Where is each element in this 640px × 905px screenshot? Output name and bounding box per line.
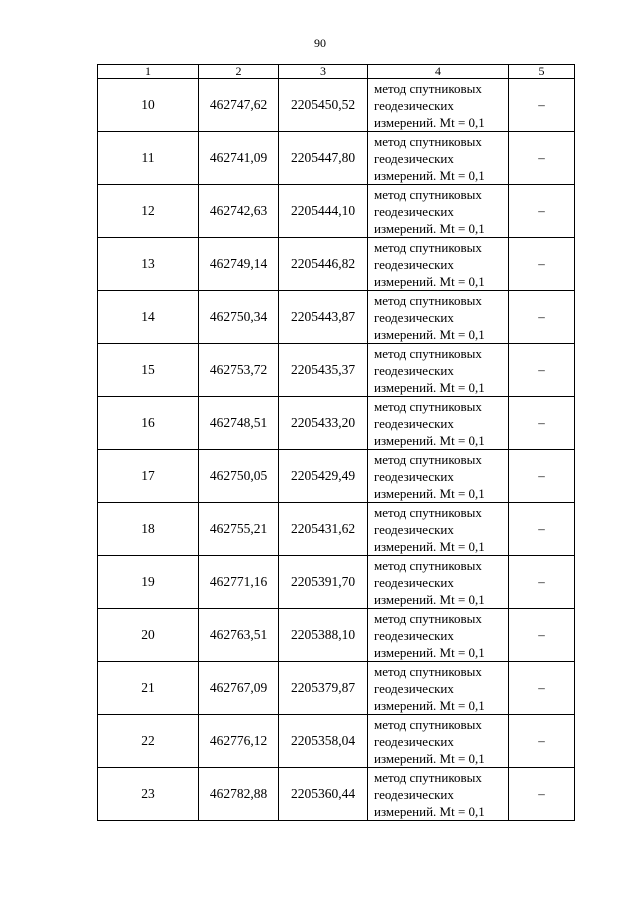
note-cell: –: [509, 238, 575, 291]
method-cell: [368, 132, 509, 185]
method-line: метод спутниковых: [374, 398, 482, 414]
table-row: [98, 238, 575, 291]
page-number: 90: [314, 36, 326, 50]
method-cell: [368, 79, 509, 132]
point-number-cell: 13: [98, 238, 199, 291]
note-cell: –: [509, 662, 575, 715]
method-cell: [368, 768, 509, 821]
point-number-cell: 21: [98, 662, 199, 715]
note-cell: –: [509, 397, 575, 450]
method-line: метод спутниковых: [374, 345, 482, 361]
method-line: измерений. Mt = 0,1: [374, 485, 485, 501]
x-coordinate-cell: 462748,51: [199, 397, 279, 450]
column-header-1: 1: [98, 65, 199, 79]
method-line: геодезических: [374, 256, 454, 272]
method-line: геодезических: [374, 362, 454, 378]
method-line: метод спутниковых: [374, 239, 482, 255]
method-cell: [368, 238, 509, 291]
x-coordinate-cell: 462771,16: [199, 556, 279, 609]
point-number-cell: 19: [98, 556, 199, 609]
method-line: измерений. Mt = 0,1: [374, 644, 485, 660]
method-cell: [368, 609, 509, 662]
point-number-cell: 16: [98, 397, 199, 450]
method-cell: [368, 450, 509, 503]
y-coordinate-cell: 2205379,87: [279, 662, 368, 715]
point-number-cell: 11: [98, 132, 199, 185]
method-cell: [368, 291, 509, 344]
method-line: геодезических: [374, 468, 454, 484]
column-header-4: 4: [368, 65, 509, 79]
x-coordinate-cell: 462753,72: [199, 344, 279, 397]
table-row: [98, 185, 575, 238]
method-line: геодезических: [374, 521, 454, 537]
x-coordinate-cell: 462742,63: [199, 185, 279, 238]
table-row: [98, 79, 575, 132]
x-coordinate-cell: 462750,34: [199, 291, 279, 344]
method-line: геодезических: [374, 733, 454, 749]
method-line: метод спутниковых: [374, 186, 482, 202]
y-coordinate-cell: 2205443,87: [279, 291, 368, 344]
column-header-2: 2: [199, 65, 279, 79]
x-coordinate-cell: 462763,51: [199, 609, 279, 662]
method-line: измерений. Mt = 0,1: [374, 803, 485, 819]
method-line: геодезических: [374, 680, 454, 696]
x-coordinate-cell: 462755,21: [199, 503, 279, 556]
method-line: геодезических: [374, 203, 454, 219]
method-cell: [368, 397, 509, 450]
method-line: метод спутниковых: [374, 769, 482, 785]
note-cell: –: [509, 556, 575, 609]
y-coordinate-cell: 2205433,20: [279, 397, 368, 450]
method-cell: [368, 503, 509, 556]
point-number-cell: 22: [98, 715, 199, 768]
method-line: измерений. Mt = 0,1: [374, 326, 485, 342]
y-coordinate-cell: 2205358,04: [279, 715, 368, 768]
note-cell: –: [509, 768, 575, 821]
method-line: метод спутниковых: [374, 504, 482, 520]
method-line: метод спутниковых: [374, 292, 482, 308]
point-number-cell: 12: [98, 185, 199, 238]
note-cell: –: [509, 344, 575, 397]
method-line: геодезических: [374, 574, 454, 590]
note-cell: –: [509, 185, 575, 238]
x-coordinate-cell: 462747,62: [199, 79, 279, 132]
note-cell: –: [509, 503, 575, 556]
method-line: геодезических: [374, 150, 454, 166]
y-coordinate-cell: 2205391,70: [279, 556, 368, 609]
table-body: [98, 79, 575, 821]
note-cell: –: [509, 715, 575, 768]
y-coordinate-cell: 2205388,10: [279, 609, 368, 662]
table-row: [98, 291, 575, 344]
point-number-cell: 17: [98, 450, 199, 503]
method-line: измерений. Mt = 0,1: [374, 114, 485, 130]
method-line: метод спутниковых: [374, 663, 482, 679]
method-line: геодезических: [374, 97, 454, 113]
method-line: метод спутниковых: [374, 716, 482, 732]
method-line: измерений. Mt = 0,1: [374, 538, 485, 554]
method-line: измерений. Mt = 0,1: [374, 220, 485, 236]
table-row: [98, 768, 575, 821]
table-row: [98, 132, 575, 185]
method-line: измерений. Mt = 0,1: [374, 379, 485, 395]
x-coordinate-cell: 462750,05: [199, 450, 279, 503]
method-line: измерений. Mt = 0,1: [374, 432, 485, 448]
method-line: геодезических: [374, 786, 454, 802]
x-coordinate-cell: 462776,12: [199, 715, 279, 768]
method-line: измерений. Mt = 0,1: [374, 591, 485, 607]
table-row: [98, 503, 575, 556]
y-coordinate-cell: 2205429,49: [279, 450, 368, 503]
method-line: измерений. Mt = 0,1: [374, 750, 485, 766]
note-cell: –: [509, 291, 575, 344]
y-coordinate-cell: 2205444,10: [279, 185, 368, 238]
table-row: [98, 556, 575, 609]
table-row: [98, 662, 575, 715]
point-number-cell: 14: [98, 291, 199, 344]
method-cell: [368, 715, 509, 768]
header-row: [98, 65, 575, 79]
x-coordinate-cell: 462767,09: [199, 662, 279, 715]
method-cell: [368, 344, 509, 397]
note-cell: –: [509, 132, 575, 185]
coordinates-table: [97, 64, 575, 821]
method-cell: [368, 662, 509, 715]
note-cell: –: [509, 450, 575, 503]
table-row: [98, 450, 575, 503]
method-line: метод спутниковых: [374, 133, 482, 149]
method-line: геодезических: [374, 627, 454, 643]
method-line: измерений. Mt = 0,1: [374, 273, 485, 289]
table-row: [98, 344, 575, 397]
point-number-cell: 15: [98, 344, 199, 397]
note-cell: –: [509, 609, 575, 662]
method-line: измерений. Mt = 0,1: [374, 167, 485, 183]
point-number-cell: 18: [98, 503, 199, 556]
x-coordinate-cell: 462782,88: [199, 768, 279, 821]
table-row: [98, 715, 575, 768]
method-line: геодезических: [374, 415, 454, 431]
point-number-cell: 10: [98, 79, 199, 132]
note-cell: –: [509, 79, 575, 132]
y-coordinate-cell: 2205450,52: [279, 79, 368, 132]
x-coordinate-cell: 462741,09: [199, 132, 279, 185]
method-cell: [368, 556, 509, 609]
method-cell: [368, 185, 509, 238]
y-coordinate-cell: 2205431,62: [279, 503, 368, 556]
y-coordinate-cell: 2205360,44: [279, 768, 368, 821]
column-header-5: 5: [509, 65, 575, 79]
method-line: метод спутниковых: [374, 80, 482, 96]
table-row: [98, 609, 575, 662]
y-coordinate-cell: 2205435,37: [279, 344, 368, 397]
table-row: [98, 397, 575, 450]
y-coordinate-cell: 2205447,80: [279, 132, 368, 185]
y-coordinate-cell: 2205446,82: [279, 238, 368, 291]
method-line: метод спутниковых: [374, 557, 482, 573]
method-line: геодезических: [374, 309, 454, 325]
x-coordinate-cell: 462749,14: [199, 238, 279, 291]
method-line: метод спутниковых: [374, 610, 482, 626]
column-header-3: 3: [279, 65, 368, 79]
method-line: измерений. Mt = 0,1: [374, 697, 485, 713]
point-number-cell: 20: [98, 609, 199, 662]
point-number-cell: 23: [98, 768, 199, 821]
method-line: метод спутниковых: [374, 451, 482, 467]
